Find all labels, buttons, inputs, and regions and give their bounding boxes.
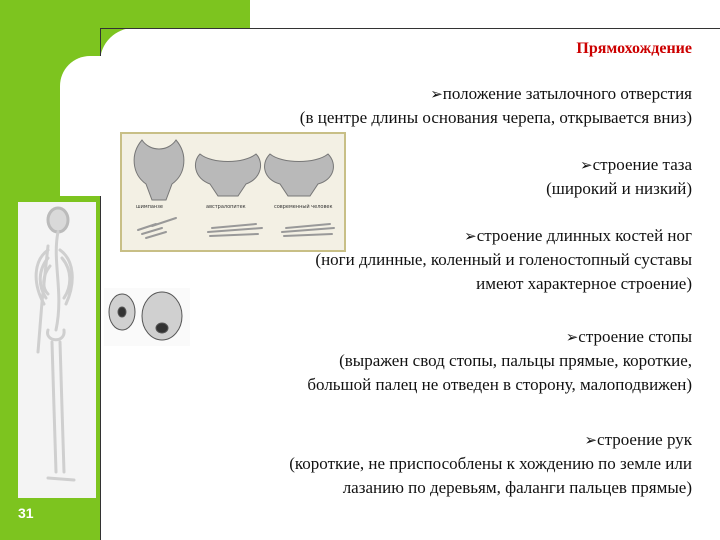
pelvis-caption-1: шимпанзе <box>136 204 163 210</box>
pelvis-caption-2: австралопитек <box>206 204 246 210</box>
human-pelvis-shape <box>265 154 334 196</box>
bullet-detail: лазанию по деревьям, фаланги пальцев прямые) <box>342 478 692 497</box>
bullet-item-foramen <box>300 82 692 130</box>
arrow-bullet-icon: ➢ <box>584 431 598 449</box>
bullet-detail: имеют характерное строение) <box>476 274 692 293</box>
arrow-bullet-icon: ➢ <box>580 156 593 174</box>
bullet-detail: (короткие, не приспособлены к хождению по земле или <box>289 454 692 473</box>
bullet-item-leg-bones <box>315 224 692 296</box>
skeleton-illustration <box>18 202 96 498</box>
slide-title: Прямохождение <box>576 40 692 57</box>
white-tab-decoration <box>60 56 118 196</box>
bullet-heading: строение стопы <box>578 327 692 346</box>
bullet-heading: строение таза <box>592 155 692 174</box>
arrow-bullet-icon: ➢ <box>565 328 579 346</box>
bullet-item-arms <box>289 428 692 500</box>
bullet-detail: (выражен свод стопы, пальцы прямые, короткие, <box>339 351 692 370</box>
frame-top-line <box>100 28 720 29</box>
pelvis-caption-3: современный человек <box>274 204 333 210</box>
bullet-item-foot <box>307 325 692 397</box>
bullet-heading: строение длинных костей ног <box>476 226 692 245</box>
bullet-heading: строение рук <box>597 430 692 449</box>
bullet-heading: положение затылочного отверстия <box>442 84 692 103</box>
bullet-detail: большой палец не отведен в сторону, малоподвижен) <box>307 375 692 394</box>
page-number: 31 <box>18 505 34 521</box>
arrow-bullet-icon: ➢ <box>430 85 443 103</box>
arrow-bullet-icon: ➢ <box>464 227 477 245</box>
pelvis-comparison-image <box>120 132 346 252</box>
bullet-detail: (ноги длинные, коленный и голеностопный суставы <box>315 250 692 269</box>
bullet-detail: (широкий и низкий) <box>546 179 692 198</box>
australopithecus-pelvis-shape <box>195 154 260 196</box>
bullet-detail: (в центре длины основания черепа, открывается вниз) <box>299 108 692 127</box>
chimp-pelvis-shape <box>134 140 184 200</box>
bullet-item-pelvis <box>546 153 692 201</box>
skull-base-image <box>104 288 190 346</box>
